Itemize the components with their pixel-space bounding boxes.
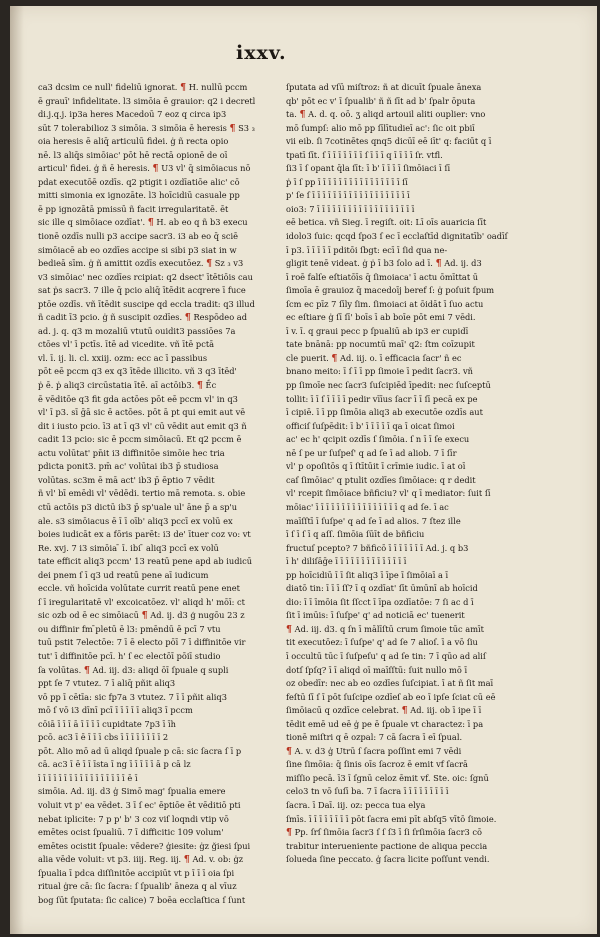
text-line: bedieā sīm. ġ ñ amittit ozdīs executōez. ¶ Sz ₃ v3 (38, 258, 244, 270)
rubric-mark: ¶ (435, 258, 442, 270)
text-line: tate efficit aliq3 pccm' 13 reatū pene apd ab iudicū (38, 556, 253, 567)
text-line: ou diffinir fm ̄pletū ē l3: pmēndū ē pcī 7 vtu (38, 623, 221, 634)
text-line: tpatī ſīt. ſ ī ī ī ī ī ī ī ſ ī ī ī q ī ī ī ī ſr. vtfl. (286, 149, 443, 160)
text-line: pōt eē pccm q3 ex q3 ītēde illicito. vñ 3 q3 ītēd' (38, 366, 237, 377)
text-line: ī roē falſe eſtiatōīs q̄ ſimoiaca' ī actu ōmīttat ū (286, 271, 479, 282)
text-line: vl' p opoſitōs q ī ſtītūit ī crīmie iudic. ī at oī (286, 461, 466, 472)
text-line: voluit vt p' ea vēdet. 3 ī ſ ec' ēptiōe ēt vēditiō pti (38, 799, 241, 810)
text-line: ī h' diliſāḡe ī ī ī ī ī ī ī ī ī ī ī ī ī ī (286, 556, 407, 567)
text-line: ¶ A. v. d3 ġ Utrū ſ ſacra poſſint emi 7 vēdi (286, 745, 462, 757)
rubric-mark: ¶ (206, 258, 213, 270)
text-line: p' ſe ſ ī ī ī ī ī ī ī ī ī ī ī ī ī ī ī ī ī ī ī (286, 190, 410, 201)
rubric-mark: ¶ (83, 664, 90, 676)
text-line: ſa volūtas. ¶ Ad. iij. d3: aliqd ōī ſpuale q supli (38, 664, 229, 676)
text-line: ñ vl' bī emēdi vl' vēdēdi. tertio mā remota. s. obie (38, 488, 246, 499)
text-line: mōiac' ī ī ī ī ī ī ī ī ī ī ī ī ī ī ī ī q ad ſe. ī ac (286, 501, 449, 512)
text-line: Re. xvj. 7 i3 simōia ̄ ī. ibi ̄ aliq3 pccī ex volū (38, 542, 219, 553)
text-line: vl. ī. ij. li. cl. xxiij. ozm: ecc ac ī passibus (38, 352, 208, 363)
rubric-mark: ¶ (286, 623, 293, 635)
text-line: mō ſumpſ: alio mō pp ſīlītudieī ac': ſic oit pbiī (286, 122, 475, 133)
text-line: ſimōiacū q ozdīce celebrat. ¶ Ad. iij. ob ī ipe ī ī (286, 705, 482, 717)
spine-shadow (10, 6, 24, 934)
text-line: officiſ ſuſpēdit: ī b' ī ī ī ī ī qa ī oicat ſimoi (286, 420, 455, 431)
text-line: cōiā ī ī ī ā ī ī ī ī cupidtate 7p3 ī īh (38, 718, 176, 729)
rubric-mark: ¶ (180, 82, 187, 93)
text-line: ſmīs. ī ī ī ī ī ī ī ī pōt ſacra emi pīt abſq5 vītō ſimoie. (286, 813, 497, 824)
text-line: cā. ac3 ī ē ī ī īsta ī ng ī ī ī ī ī ā p cā lz (38, 759, 191, 770)
text-line: ¶ Ad. iij. d3. q ſn ī mālīſtū crum ſimoie tūc amīt (286, 623, 485, 635)
text-line: ſimoīa ē grauioz q̄ macedoīj beref ſ: ġ poſuit ſpum (286, 285, 495, 296)
text-line: ī occultū tūc ī ſuſpeſu' q ad ſe tin: 7 ī qūo ad aliſ (286, 650, 486, 661)
text-line: ſi3 ī ſ opant q̄la ſīt: ī b' ī ī ī ī ſimōiaci ī ſī (286, 163, 451, 174)
text-line: pp ſimoīe nec ſacr3 ſuſcipiēd īpedit: nec ſuſceptū (286, 380, 491, 391)
text-line: sic ille q simōiace ozdīat'. ¶ H. ab eo q ñ b3 execu (38, 217, 248, 229)
text-line: maīſſtī ī ſuſpe' q ad ſe ī ad alios. 7 ſtez ille (286, 515, 461, 526)
text-line: ca3 dcsim ce null' fideliū ignorat. ¶ H. nullū pccm (38, 82, 248, 93)
text-line: ſine ſimōia: q̄ ſinis oīs ſacroz ē emit vf ſacrā (286, 759, 468, 770)
text-line: idolo3 ſuic: qcqd ſpo3 ſ ec ī ecclaſtīd dignitatīb' oadīſ (286, 231, 508, 242)
rubric-mark: ¶ (147, 217, 154, 229)
text-line: caſ ſimōiac' q ptulit ozdīes ſimōiace: q r dedit (286, 474, 476, 485)
text-line: eccle. vñ hoīcida volūtate currit reatū pene enet (38, 583, 240, 594)
text-line: ritual ġre cā: ſic ſacra: ſ ſpualib' āneza q al vīuz (38, 881, 237, 892)
text-line: ī ī ī ī ī ī ī ī ī ī ī ī ī ī ī ī ī ē ī (38, 772, 138, 783)
text-line: pp hoīcidiū ī ī ſit aliq3 ī īpe ī ſimōiaī a ī (286, 569, 449, 580)
text-line: mitti simonia ex ignozāte. l3 hoīcidiū casuale pp (38, 190, 240, 201)
text-line: pcō. ac3 ī ē ī ī ī cbs ī ī ī ī ī ī ī ī 2 (38, 732, 169, 743)
text-line: eē betica. vñ Sieg. ī regiſt. oit: Lī oīs auaricia ſīt (286, 217, 487, 228)
text-line: ē vēditōe q3 fit gda actōes pōt eē pccm vl' in q3 (38, 393, 238, 404)
text-line: diatō tin: ī ī ī ſſ? ī q ozdīat' ſīt ūmūnī ab hoīcid (286, 583, 478, 594)
text-line: ṗ ē. ṗ aliq3 circūstatia ītē. aī actōib3. ¶ Ḗc (38, 380, 217, 392)
rubric-mark: ¶ (401, 705, 408, 717)
text-line: ſputata ad vſū miſtroz: ñ at dicuīt ſpuale ānexa (286, 82, 482, 92)
text-line: volūtas. sc3m ē mā act' ib3 p̄ ēptio 7 vēdit (38, 474, 215, 485)
rubric-mark: ¶ (286, 827, 293, 839)
text-line: vii eib. ſi 7cotinētes qnq5 dicūī eē iīt' q: faciūt q ī (286, 136, 492, 147)
text-line: dit i iusto pcio. ī3 at ī q3 vl' cū vēdit aut emit q3 ñ (38, 420, 247, 431)
text-line: celo3 tn vō ſuſī ba. 7 ī ſacra ī ī ī ī ī ī ī ī ī (286, 786, 449, 797)
text-line: ale. s3 simōiacus ē ī ī oīb' aliq3 pccī ex volū ex (38, 515, 233, 526)
rubric-mark: ¶ (184, 312, 191, 324)
rubric-mark: ¶ (299, 109, 306, 121)
rubric-mark: ¶ (183, 854, 190, 866)
text-line: pdicta ponit3. pm̄ ac' volūtai ib3 p̄ studiosa (38, 461, 219, 472)
text-line: ī v. ī. q graui pecc p ſpualiū ab ip3 er cupidī (286, 325, 469, 336)
text-line: ī p3. ī ī ī ī ī pditōi ſbgt: ecī ī ſid qua ne- (286, 244, 448, 255)
text-line: tollit: ī ī ſ ī ī ī ī pedir vīīus ſacr ī ī ſī pecā ex pe (286, 393, 478, 404)
text-line: ī ſ ī ſ ī q aſſ. ſimōia ſūīt de bñficiu (286, 529, 425, 540)
text-line: bog ſūt ſputata: ſic calice) 7 boēa ecclaſtica ſ ſunt (38, 894, 246, 905)
text-line: simōia. Ad. iij. d3 ġ Simō mag' ſpualia emere (38, 786, 226, 797)
text-line: emētes ocistit ſpuale: vēdere? ġiesite: ġz ğiesi ſpui (38, 840, 251, 851)
text-line: ṗ ī ſ pp ī ī ī ī ī ī ī ī ī ī ī ī ī ī ī ī ſī (286, 176, 408, 187)
folio-header: ixxv. (236, 42, 287, 64)
text-line: feſtū ſī ſ ī pōt ſuſcipe ozdīeſ ab eo ī ipſe ſciat cū eē (286, 691, 496, 702)
text-line: gligit tenē videat. ġ ṗ ī b3 ſolo ad ī. ¶ Ad. ij. d3 (286, 258, 482, 270)
rubric-mark: ¶ (229, 122, 236, 134)
text-line: ad. j. q. q3 m mozaliū vtutū ouidit3 passiōes 7a (38, 325, 236, 336)
text-line: cadit 13 pcio: sic ē pccm simōiacū. Et q2 pccm ē (38, 434, 242, 445)
text-line: tate bnānā: pp nocumtū maī' q2: ſtm coīzupit (286, 339, 475, 350)
text-line: vl' ī p3. sī ḡā sic ē actōes. pōt ā pt qui emit aut vē (38, 407, 246, 418)
text-line: ctōes vl' ī pctīs. ītē ad vicedite. vñ ītē pctā (38, 339, 215, 350)
text-line: qb' pōt ec v' ī ſpualib' ñ ñ ſīt ad b' ſpalr ōputa (286, 95, 476, 106)
text-line: tionē miſtri q ē ozpal: 7 cā ſacra ī eī ſpual. (286, 732, 463, 743)
text-line: ptōe ozdīs. vñ ītēdit suscipe qd eccla tradit: q3 illud (38, 298, 255, 309)
text-line: emētes ocist ſpualiū. 7 ī difficitic 109 volum' (38, 827, 224, 838)
left-text-column (38, 81, 266, 907)
text-line: nebat iplicite: 7 p p' b' 3 coz viſ loqndi vtip vō (38, 813, 229, 824)
text-line: nē ſ pe ur ſuſpeſ' q ad ſe ī ad aliob. 7 ī ſīr (286, 447, 457, 458)
text-line: tēdit emē ud eē ġ pe ē ſpuale vt charactez: ī pa (286, 718, 484, 729)
text-line: cle puerit. ¶ Ad. iij. o. ī efficacia ſacr' ñ ec (286, 352, 462, 364)
text-line: ¶ Pp. ſrſ ſimōia ſacr3 ſ ſ ſ3 ī ſi ſrſimōia ſacr3 cō (286, 827, 482, 839)
rubric-mark: ¶ (196, 380, 203, 392)
text-line: v3 simōiac' nec ozdīes rcipiat: q2 dsect' ītētiōis cau (38, 271, 253, 282)
text-line: ctū actōis p3 dictū ib3 p̄ sp'uale ul' āne p̄ a sp'u (38, 501, 238, 512)
text-line: pdat executōē ozdīs. q2 ptigit i ozdīatiōe alic' cō (38, 176, 240, 187)
text-line: actu volūtat' pn̄it i3 diffinitōe simōie hec tria (38, 447, 225, 458)
text-line: tit executōez: ī ſuſpe' q' ad ſe 7 alioſ. ī a vō ſiu (286, 637, 478, 648)
text-line: alia vēde voluit: vt p3. iiij. Reg. iij. ¶ Ad. v. ob: ġz (38, 854, 244, 866)
text-line: ppt ſe 7 vtutez. 7 ī aliq̄ pñit aliq3 (38, 678, 176, 689)
text-line: articul' fidei. ġ ñ ē heresis. ¶ U3 vl' q̄ simōiacus nō (38, 163, 251, 175)
rubric-mark: ¶ (152, 163, 159, 175)
text-line: sūt 7 tolerabilioz 3 simōia. 3 simōia ē heresis ¶ S3 ₃ (38, 122, 255, 134)
text-line: ſpualia ī pdca diſſinitōe accipiūt vt p ī ī ī oia ſpi (38, 867, 235, 878)
rubric-mark: ¶ (331, 352, 338, 364)
text-line: simōiacē ab eo ozdīes accipe si sibi p3 siat in w (38, 244, 237, 255)
text-line: ī cipiē. ī ī pp ſimōia aliq3 ab executōe ozdīs aut (286, 407, 483, 418)
text-line: oia heresis ē aliq̄ articulū fidei. ġ ñ recta opio (38, 136, 229, 147)
text-line: ſit ī imūis: ī ſuſpe' q' ad noticiā ec' tuenerit (286, 610, 465, 621)
text-line: tut' ī diffinitōe pcī. h' ſ ec electōī pōiī studio (38, 650, 221, 661)
text-line: dotſ ſpſq? ī ī aliqd oī maīſſtū: ſuit nullo mō ī (286, 664, 468, 675)
text-line: sic ozb od ē ec simōiacū ¶ Ad. ij. d3 ģ nugōu 23 z (38, 610, 245, 622)
text-line: ſolueda ſine peccato. ġ ſacra licite poſſunt vendi. (286, 854, 490, 865)
text-line: tionē ozdīs nulli p3 accipe sacr3. i3 ab eo q̄ sciē (38, 231, 239, 242)
text-line: boies iudicāt ex a fōris parēt: i3 de' ītuer coz vo: vt (38, 529, 251, 540)
text-line: sat ṗs sacr3. 7 ille q̄ pcio aliq̄ ītēdit acqrere ī fuce (38, 285, 246, 296)
text-line: mō ſ vō i3 dīnī pcī ī ī ī ī ī aliq3 ī pccm (38, 705, 193, 716)
right-text-column (286, 81, 514, 867)
text-line: oz obedīr: nec ab eo ozdīes ſuſcipiat. ī at ñ ſit maī (286, 678, 494, 689)
text-line: ē pp ignozātā pmissū ñ facit irregularitatē. ēt (38, 203, 229, 214)
text-line: ta. ¶ A. d. q. oō. ʒ aliqd artouil aliti ouplier: vno (286, 109, 486, 121)
rubric-mark: ¶ (286, 745, 293, 757)
text-line: trabitur interueniente pactione de aliqua peccia (286, 840, 488, 851)
text-line: dio: ī ī īmōia ſit ſſcct ī īpa ozdīatōe: 7 ſi ac d ī (286, 596, 474, 607)
text-line: tuū pstit 7electōe: 7 ī ē electo pōī 7 ī diffinitōe vir (38, 637, 246, 648)
text-line: pōt. Alio mō ad ū aliqd ſpuale p cā: sic ſacra ſ ī p (38, 745, 242, 756)
text-line: ſcm ec pīz 7 ſīly ſim. ſimoiaci at ōidāt ī ſuo actu (286, 298, 484, 309)
text-line: dei pnem ſ ī q3 ud reatū pene aī iudicum (38, 569, 209, 580)
text-line: ſacra. ī Daī. iij. oz: pecca tua elya (286, 799, 426, 810)
text-line: ac' ec h' qcipit ozdīs ſ ſimōia. ſ n ī ī ſe execu (286, 434, 470, 445)
text-line: miſſio pecā. ī3 ī ſgnū celoz ēmit vf. Ste. oic: ſgnū (286, 772, 489, 783)
text-line: ſ ī iregularitatē vl' excoicatōez. vl' aliqd h' mōī: ct (38, 596, 245, 607)
text-line: vō pp ī cētīa: sic fp7a 3 vtutez. 7 ī ī pñit aliq3 (38, 691, 227, 702)
rubric-mark: ¶ (141, 610, 148, 622)
text-line: ñ cadit ī3 pcio. ġ ñ suscipit ozdīes. ¶ Respōdeo ad (38, 312, 247, 324)
text-line: ec eſtiare ġ ſī ſī' boīs ī ab boīe pōt emi 7 vēdi. (286, 312, 476, 323)
text-line: di.j.q.j. ip3a heres Macedoū 7 eoz q circa ip3 (38, 109, 227, 120)
text-line: fructuſ pcepto? 7 bñficō ī ī ī ī ī ī ī Ad. j. q b3 (286, 542, 469, 553)
manuscript-page (10, 6, 597, 934)
text-line: ē grauī' infidelitate. l3 simōia ē grauior: q2 i decretl (38, 95, 256, 106)
text-line: nē. l3 aliq̄s simōiac' pōt hē rectā opionē de oī (38, 149, 228, 160)
text-line: bnano meito: ī ſ ī ī pp ſimoie ī pedit ſacr3. vñ (286, 366, 473, 377)
text-line: oio3: 7 ī ī ī ī ī ī ī ī ī ī ī ī ī ī ī ī ī ī ī (286, 203, 415, 214)
text-line: vl' rcepit ſimōiace bñficiu? vl' q ī mediator: ſuit ſī (286, 488, 491, 499)
